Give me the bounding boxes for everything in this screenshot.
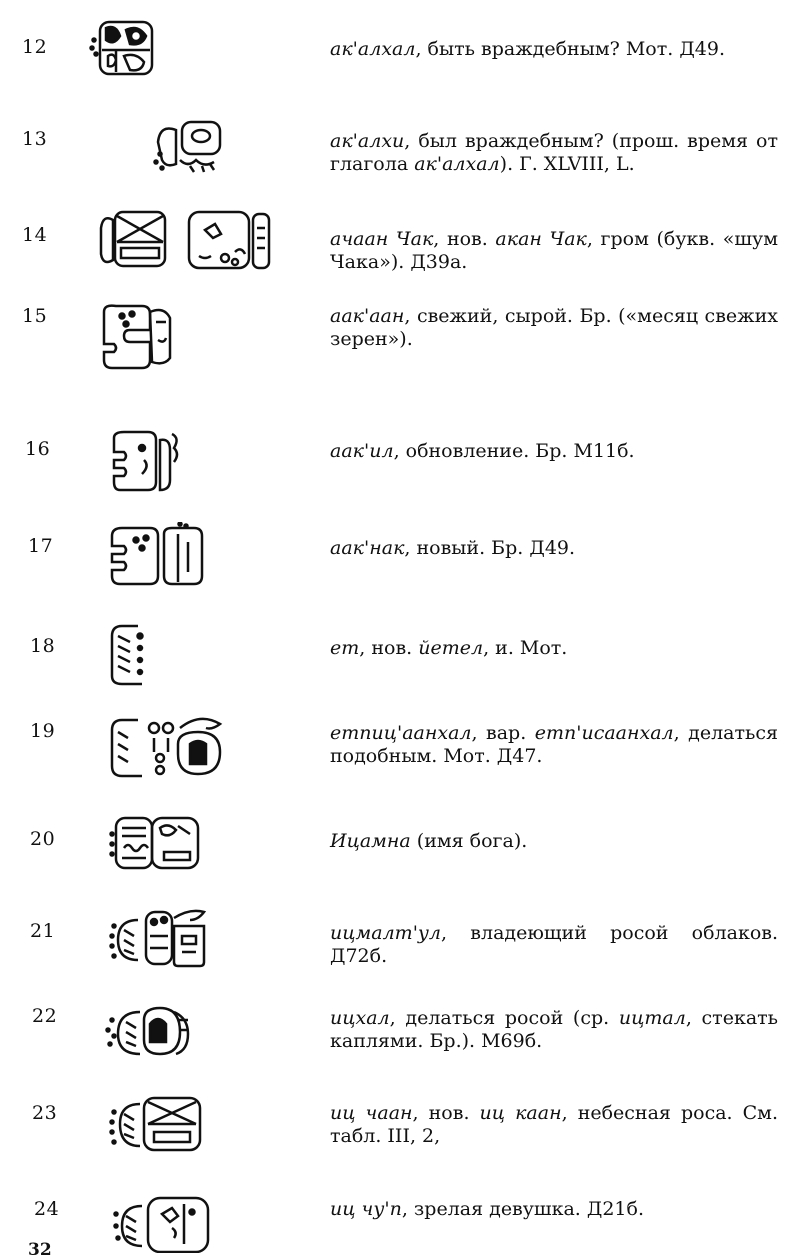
- entry-number: 21: [30, 920, 56, 942]
- entry-number: 23: [32, 1102, 58, 1124]
- maya-glyph-illustration: [95, 208, 275, 274]
- maya-glyph-illustration: [108, 906, 212, 970]
- entry-definition: аак'аан, свежий, сырой. Бр. («месяц свежих зерен»).: [330, 305, 778, 350]
- entry-definition: ак'алхи, был враждебным? (прош. время от глагола ак'алхал). Г. XLVIII, L.: [330, 130, 778, 175]
- entry-definition: аак'нак, новый. Бр. Д49.: [330, 537, 576, 559]
- entry-definition: ачаан Чак, нов. акан Чак, гром (букв. «шум Чака»). Д39а.: [330, 228, 779, 273]
- maya-glyph-illustration: [112, 1192, 212, 1253]
- maya-glyph-illustration: [86, 18, 158, 80]
- entry-definition: ицмалт'ул, владеющий росой облаков. Д72б.: [330, 922, 778, 967]
- maya-glyph-illustration: [108, 522, 204, 590]
- entry-definition: иц чаан, нов. иц каан, небесная роса. См. табл. III, 2,: [330, 1102, 778, 1147]
- entry-number: 18: [30, 635, 56, 657]
- entry-number: 15: [22, 305, 48, 327]
- entry-number: 13: [22, 128, 48, 150]
- entry-definition: ицхал, делаться росой (ср. ицтал, стекать каплями. Бр.). М69б.: [330, 1007, 778, 1052]
- entry-number: 14: [22, 224, 48, 246]
- maya-glyph-illustration: [150, 118, 226, 178]
- entry-number: 19: [30, 720, 56, 742]
- maya-glyph-illustration: [108, 622, 152, 688]
- entry-number: 22: [32, 1005, 58, 1027]
- maya-glyph-illustration: [108, 812, 204, 874]
- entry-number: 17: [28, 535, 54, 557]
- entry-definition: Ицамна (имя бога).: [330, 830, 528, 852]
- entry-definition: иц чу'п, зрелая девушка. Д21б.: [330, 1198, 644, 1220]
- entry-number: 24: [34, 1198, 60, 1220]
- maya-glyph-illustration: [96, 302, 176, 370]
- entry-definition: ак'алхал, быть враждебным? Мот. Д49.: [330, 38, 725, 60]
- entry-definition: етпиц'аанхал, вар. етп'исаанхал, делаться подобным. Мот. Д47.: [330, 722, 778, 767]
- entry-number: 20: [30, 828, 56, 850]
- entry-definition: ет, нов. йетел, и. Мот.: [330, 637, 568, 659]
- entry-definition: аак'ил, обновление. Бр. М11б.: [330, 440, 635, 462]
- maya-glyph-illustration: [110, 430, 190, 494]
- entry-number: 12: [22, 36, 48, 58]
- page-number: 32: [28, 1240, 52, 1260]
- entry-number: 16: [25, 438, 51, 460]
- maya-glyph-illustration: [104, 1000, 198, 1062]
- maya-glyph-illustration: [108, 1090, 206, 1156]
- maya-glyph-illustration: [108, 714, 232, 780]
